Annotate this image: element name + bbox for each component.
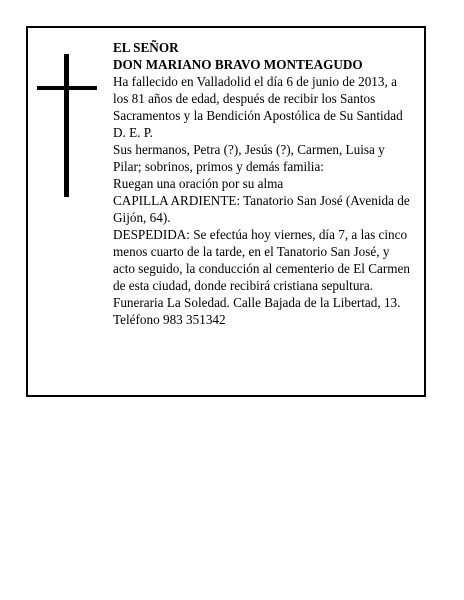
farewell-info: DESPEDIDA: Se efectúa hoy viernes, día 7, a las cinco menos cuarto de la tarde, en el Tanatorio San José, y acto seguido, la conducción al cementerio de El Carmen de esta ciudad, donde recibirá cristiana sepultura.	[113, 227, 410, 293]
cross-horizontal-bar	[37, 86, 97, 90]
cross-vertical-bar	[64, 54, 69, 197]
phone-number: Teléfono 983 351342	[113, 312, 226, 327]
funeral-home: Funeraria La Soledad. Calle Bajada de la Libertad, 13.	[113, 295, 401, 310]
obituary-text	[113, 39, 413, 328]
prayer-request: Ruegan una oración por su alma	[113, 176, 284, 191]
family-line: Sus hermanos, Petra (?), Jesús (?), Carmen, Luisa y Pilar; sobrinos, primos y demás familia:	[113, 142, 385, 174]
cross-icon	[37, 54, 97, 197]
heading-title: EL SEÑOR	[113, 40, 179, 55]
deceased-name: DON MARIANO BRAVO MONTEAGUDO	[113, 57, 363, 72]
rip-line: D. E. P.	[113, 125, 153, 140]
chapel-info: CAPILLA ARDIENTE: Tanatorio San José (Avenida de Gijón, 64).	[113, 193, 410, 225]
death-info: Ha fallecido en Valladolid el día 6 de junio de 2013, a los 81 años de edad, después de recibir los Santos Sacramentos y la Bendición Apostólica de Su Santidad	[113, 74, 403, 123]
